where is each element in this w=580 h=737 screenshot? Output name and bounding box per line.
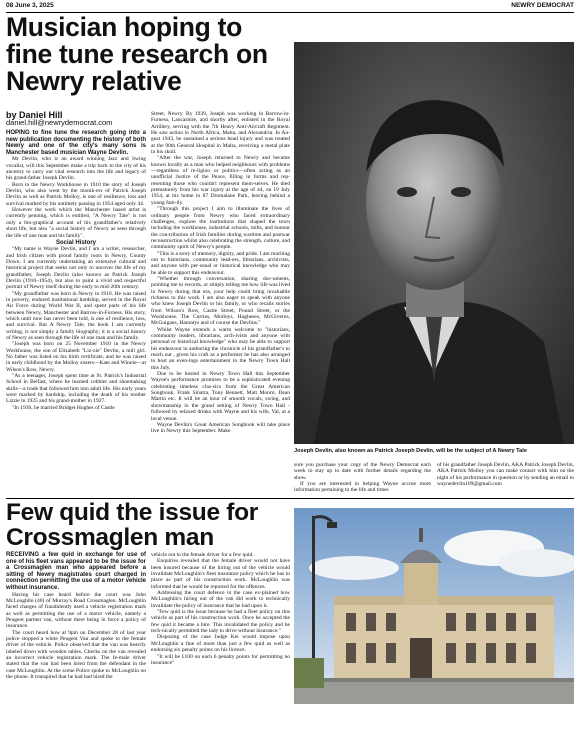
paragraph: "Few quid is the issue because he had a fleet policy on this vehicle as part of his construction work. Once he accepted the few quid it became a hire. This invalidated the policy and he tech-nically permitted the lady to drive without insurance." <box>151 609 290 635</box>
story2-lead: RECEIVING a few quid in exchange for use of one of his fleet vans appeared to be the issue for a Crossmaglen man who appeared before a sitting of Newry magistrates court charged in connection permitting the use of a motor vehicle without insurance. <box>6 552 146 591</box>
paragraph: Addressing the court defence in the case ex-plained how McLoughlin's hiring out of the van did work to technically invalidate the policy of insurance that he had upon it. <box>151 590 290 609</box>
paragraph: "Whether through conversation, sharing doc-uments, pointing me to records, or simply telling me how life was lived in Newry during that era, your help could bring invaluable richness to this work. I am also eager to speak with anyone who knew Joseph Devlin or his family, or who recalls stories from Wilson's Row, Castle Street, Pound Street, or the Workhouse. The Curries, Molloys, Hugheses, McGiverns, McGuigans, Hanratys and of course the Devlins." <box>151 275 290 327</box>
story1-column-1 <box>6 130 146 411</box>
paragraph: "After the war, Joseph returned to Newry and became known locally as a man who helped neighbours with problems—regardless of re-ligion or politics—often acting as an unofficial Justice of the Peace, filling in forms and rep-resenting those who couldn't represent them-selves. He died prematurely from his war injury at the age of 44, on 19 July 1954, at his home in 87 Dromalane Park, leaving behind a young fam-ily. <box>151 155 290 206</box>
paragraph: Having his case heard before the court was John McLoughlin (40) of Murray's Road Crossmaglen. McLoughlin faced charges of fraudulently used a vehicle registration mark as well as permitting the use of a motor vehicle, namely a Peugeot partner van, without there being in force a policy of insurance. <box>6 591 146 630</box>
portrait-caption: Joseph Devlin, also known as Patrick Joseph Devlin, will be the subject of A Newry Tale <box>294 448 527 454</box>
page-date: 08 June 3, 2025 <box>6 2 54 9</box>
courthouse-photo <box>294 508 574 704</box>
courthouse-illustration <box>294 508 574 704</box>
paragraph: vehicle out to the female driver for a few quid. <box>151 552 254 558</box>
story1-column-2 <box>151 111 290 435</box>
story1-column-4 <box>437 462 574 487</box>
paragraph: Wayne Devlin's Great American Songbook will take place live in Newry this September. Make <box>151 421 290 435</box>
paragraph: sure you purchase your copy of the Newry Democrat each week to stay up to date with further details regarding the show. <box>294 462 431 481</box>
byline-email[interactable]: daniel.hill@newrydemocrat.com <box>6 118 113 127</box>
story1-column-3 <box>294 462 431 494</box>
paragraph: Mr Devlin, who is an award winning Jazz and Swing vocalist, will this September make a trip back to the city of his ancestry to carry out vital research into the life and legacy of his grand-father Joseph Devlin. <box>6 156 146 182</box>
paragraph: "This is a story of memory, dignity, and pride. I am reaching out to historians, community lead-ers, librarians, archivists, and anyone with per-sonal or historical knowledge who may be able to support this endeavour. <box>151 250 290 276</box>
paragraph: Enquiries revealed that the female driver would not have been insured because of the hiring out of the vehicle would invalidate McLoughlin's fleet insurance policy which he has in place as part of his construction work. McLoughlin was informed that he would be reported for the offences. <box>151 558 290 590</box>
paragraph: "As a teenager, Joseph spent time at St. Patrick's Industrial School in Belfast, where he learned cobbler and shoemaking skills—a trade that followed him into adult life. His early years were marked by hardship, including the death of his mother Lizzie in 1925 and his grand-mother in 1927. <box>6 373 146 405</box>
paragraph: If you are interested in helping Wayne accrue more information pertaining to the life and times <box>294 481 431 494</box>
paragraph: Street, Newry. By 1939, Joseph was working in Barrow-in-Furness, Lancashire, and shortly after, enlisted in the Royal Artillery, serving with the 7th Heavy Anti-Aircraft Regiment. He saw action in North Africa, Malta, and Alexandria. In Au-gust 1943, he sustained a serious head injury and was treated at the 90th General Hospital in Malta, receiving a metal plate in his skull. <box>151 111 290 156</box>
paragraph: "Through this project I aim to illuminate the lives of ordinary people from Newry who faced extraordinary challenges, explore the institutions that shaped the town including the workhouse, industrial schools, mills, and honour the con-tribution of Irish families during wartime and postwar reconstruction whilst also celebrating the strength, culture, and community spirit of Newry's people. <box>151 206 290 251</box>
byline <box>6 111 112 127</box>
paragraph: "It will be £100 on each 6 penalty points for permitting no insurance" <box>151 653 290 666</box>
story2-headline: Few quid the issue for Crossmaglen man <box>6 499 259 551</box>
paragraph: "My name is Wayne Devlin, and I am a writer, researcher, and Irish citizen with proud family roots in Newry, County Down. I am currently undertaking an extensive cultural and historical project that seeks not only to uncover the life of my grandfather, Joseph Devlin (also known as Patrick Joseph Devlin (1910–1954), but also to paint a vivid and respectful portrait of Newry itself during the early to mid-20th century. <box>6 246 146 291</box>
portrait-illustration <box>294 42 574 444</box>
paragraph: "My grandfather was born in Newry in 1910. He was raised in poverty, endured institutional hardship, served in the Royal Air Force during World War II, and spent parts of his life between Newry, Manchester and Barrow-in-Furness. His story, which until now has never been told, is one of resilience, loss, and survival. But A Newry Tale, the book I am currently writing, is not simply a family biography; it is a social history of Newry as seen through the life of one man and his family. <box>6 290 146 341</box>
paragraph: Born in the Newry Workhouse in 1910 the story of Joseph Devlin, who also went by the monik-ers of Patrick Joseph Devlin as well as Patrick Molloy, is one of resilience, loss and survival marked by his untimely passing in 1954 aged only 44. <box>6 181 146 207</box>
portrait-photo <box>294 42 574 444</box>
paper-name: NEWRY DEMOCRAT <box>511 2 574 9</box>
paragraph: The court heard how at 9pm on December 28 of last year police stopped a white Peugeot Van and spoke to the female driver of the vehicle. Police observed that the van was heavily labeled down with wooden tables. Checks on the van revealed an incorrect vehicle registration mark. The fe-male driver stated that the van had been hired from the defendant in the case McLoughlin. At the scene Police spoke to McLoughlin on the phone. It transpired that he had had hired the <box>6 629 146 681</box>
story1-lead: HOPING to fine tune the research going into a new publication documenting the history of both Newry and one of the city's many sons is Manchester based musician Wayne Devlin. <box>6 130 146 156</box>
byline-name: by Daniel Hill <box>6 110 63 120</box>
subhead: Social History <box>55 239 96 246</box>
story2-column-1 <box>6 552 146 680</box>
story1-headline: Musician hoping to fine tune research on Newry relative <box>6 12 268 96</box>
paragraph: Disposing of the case Judge Kei would impose upon McLoughlin a fine of more than just a few quid as well as endorsing six penalty points on his licence. <box>151 634 290 654</box>
paragraph: "Joseph was born on 25 November 1910 in the Newry Workhouse, the son of Elizabeth "Liz-zie" Devlin, a mill girl. No father was listed on his birth certificate, and he was raised in early childhood by the Molloy sisters—Kate and Winnie—at Wilson's Row, Newry. <box>6 341 146 373</box>
story2-column-2 <box>151 552 290 666</box>
paragraph: Whilst Wayne extends a warm welcome to "historians, community leaders, librarians, arch-ivists and anyone with personal or historical knowledge" who may be able to support his endeavour in authoring the chronicle of his grandfather's to reach out , given his craft as a performer he has also arranged to host an even-ings entertainment in the Newry Town Hall this July. <box>151 326 290 371</box>
paragraph: Due to be hosted in Newry Town Hall this September Wayne's performance promises to be a sophisticated evening celebrating timeless clas-sics from the Great American Songbook, Frank Sinatra, Tony Bennett, Matt Monro, Dean Martin etc. It will be an hour of smooth vocals, swing, and showmanship in the grand setting of Newry Town Hall - followed by relaxed drinks with Wayne and his wife, Val, at a local venue. <box>151 371 290 422</box>
paragraph: However the work which the Manchester based artist is currently penning, which is entitled, "A Newry Tale" is not only a bio-graphical account of his grandfather's relatively short life, but also "a social history of Newry as seen through the life of one man and his family". <box>6 207 146 239</box>
paragraph: of his grandfather Joseph Devlin, AKA Patrick Joseph Devlin, AKA Patrick Molloy you can make contact with him on the night of his performance in question or by sending an email to waynedevlin109@gmail.com <box>437 462 575 488</box>
paragraph: "In 1936, he married Bridget Hughes of Castle <box>12 404 115 411</box>
